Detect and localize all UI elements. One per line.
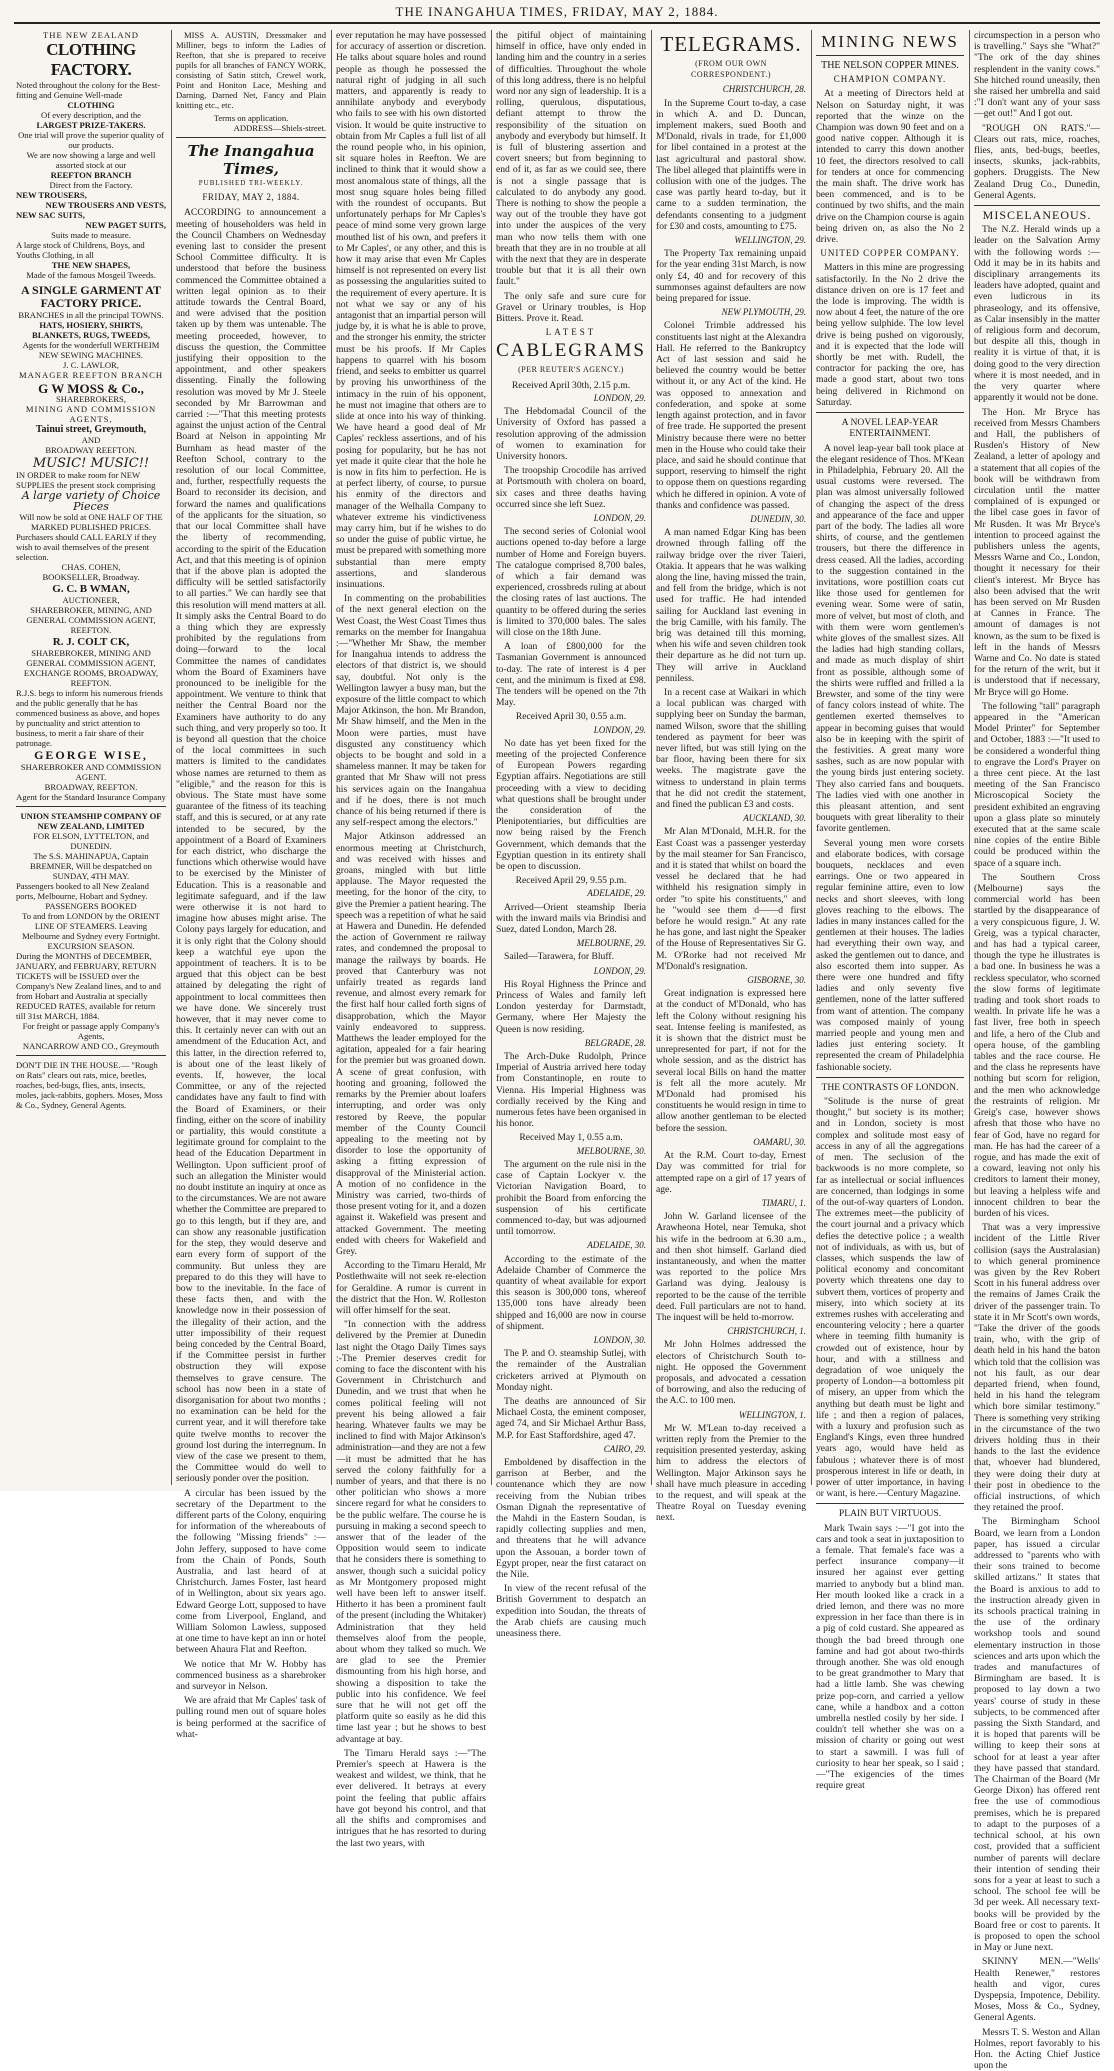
george-wise-name: GEORGE WISE, — [34, 748, 148, 763]
notice-line: Direct from the Factory. — [49, 180, 133, 190]
telegram-item: In the Supreme Court to-day, a case in which A. and D. Duncan, implement makers, sued Booth and M'Donald, rivals in trade, for £1,000 for libel contained in a protest at the last agricultural and pastoral show. The libel alleged that plaintiffs were in collusion with one of the judges. The case was partly heard to-day, but it came to a sudden termination, the defendants consenting to a judgment for £30 and costs, amounting to £75. — [656, 97, 806, 232]
divider — [16, 1055, 166, 1056]
passengers-booked: PASSENGERS BOOKED — [45, 900, 137, 911]
telegram-dateline: NEW PLYMOUTH, 29. — [721, 307, 806, 318]
leap-year-heading: A NOVEL LEAP-YEAR ENTERTAINMENT. — [841, 417, 939, 440]
branches-line: BRANCHES in all the principal TOWNS. — [18, 310, 164, 320]
sharebrokers-line: SHAREBROKERS, — [56, 394, 126, 405]
divider — [816, 55, 964, 56]
cable-item: The P. and O. steamship Sutlej, with the remainder of the Australian cricketers arrived at Plymouth on Monday night. — [496, 1348, 646, 1393]
clothing-factory-title: CLOTHING FACTORY. — [46, 40, 136, 79]
notice-line: NEW PAGET SUITS, — [85, 220, 166, 230]
mining-news-heading: MINING NEWS — [821, 32, 959, 51]
and-line: AND — [81, 435, 101, 446]
telegram-item: Colonel Trimble addressed his constituents last night at the Alexandra Hall. He referred to the Bankruptcy Act of last session and said he believed the country would be better without it, or any Act of the kind. He was opposed to annexation and confederation, and spoke at some length against protection, and in favor of free trade. He supported the present Ministry because there were no better men in the House who could take their place, and said he should continue that support, reserving to himself the right to oppose them on questions regarding which he differed in opinion. A vote of thanks and confidence was passed. — [656, 320, 806, 511]
column-rule — [331, 30, 332, 1485]
newspaper-title: The Inangahua Times, — [187, 142, 315, 178]
nelson-copper-heading: THE NELSON COPPER MINES. — [821, 60, 959, 71]
cohen-title: BOOKSELLER, Broadway. — [42, 572, 140, 583]
telegram-dateline: DUNEDIN, 30. — [750, 513, 806, 524]
article-paragraph: "ROUGH ON RATS."—Clears out rats, mice, roaches, flies, ants, bed-bugs, beetles, insects, skunks, jack-rabbits, gophers. Druggists. The New Zealand Drug Co., Dunedin, General Agents. — [974, 122, 1100, 201]
cable-item: The troopship Crocodile has arrived at Portsmouth with cholera on board, six cases and three deaths having occurred since she left Suez. — [496, 465, 646, 510]
editorial-paragraph: We are afraid that Mr Caples' task of pulling round men out of square holes is being performed at the sacrifice of what- — [176, 1695, 326, 1740]
article-paragraph: Matters in this mine are progressing satisfactorily. In the No 2 drive the distance driven on ore is 17 feet and the lode is improving. The width is now about 4 feet, the nature of the ore being yellow sulphide. The low level drive is being pushed on vigorously, and it is expected that the lode will shortly be met with. Rudell, the contractor for packing the ore, has made a good start, about two tons being delivered in Richmond on Saturday. — [816, 262, 964, 408]
telegrams-heading: TELEGRAMS. — [660, 32, 802, 56]
cable-item: A loan of £800,000 for the Tasmanian Government is announced to-day. The rate of interest is 4 per cent, and the minimum is fixed at £98. The tenders will be opened on the 7th May. — [496, 641, 646, 709]
column-rule — [811, 30, 812, 1485]
notice-line: Made of the famous Mosgeil Tweeds. — [26, 270, 156, 280]
misc-paragraph: SKINNY MEN.—"Wells' Health Renewer," restores health and vigor, cures Dyspepsia, Impotence, Debility. Moses, Moss & Co., Sydney, General Agents. — [974, 1956, 1100, 2024]
article-paragraph: A novel leap-year ball took place at the elegant residence of Thos. M'Kean in Philadelphia, February 20. All the usual customs were reversed. The plan was almost universally followed of changing the aspect of the dress and appearance of the face and upper part of the body. The ladies all wore shirts, of course, and the gentlemen trousers, but there the difference in dress ceased. All the ladies, according to the suggestion contained in the invitations, wore postillion coats cut like those used for gentlemen for evening wear. Some were of satin, more of velvet, but most of cloth, and with them were worn gentlemen's white gloves of the smallest sizes. All the ladies had high standing collars, and made as much display of shirt front as possible, although some of the shirts were ruffled and frilled a la Brewster, and some of the tiny were of fancy colors instead of white. The gentlemen exerted themselves to appear in becoming guises that would also be in keeping with the spirit of the festivities. A great many wore sashes, such as are now popular with the young birds just entering society. They also carried fans and bouquets. The ladies vied with one another in this pleasant attention, and sent bouquets with great liberality to their favorite gentlemen. — [816, 442, 964, 835]
misc-paragraph: The N.Z. Herald winds up a leader on the Salvation Army with the following words :—Odd it may be in its habits and disciplinary arrangements its leaders have adopted, quaint and even ludicrous in its phraseology, and its offensive, as Calar insensibly in the matter of religious form and decorum, but despite all this, though in reality it is virtue of that, it is doing good to the very direction where it is most needed, and in the very quarter where apparently it would not be done. — [974, 224, 1100, 404]
union-steamship: UNION STEAMSHIP COMPANY OF NEW ZEALAND, LIMITED — [20, 810, 162, 831]
nz-header: THE NEW ZEALAND — [43, 30, 139, 40]
sold-line: Will now be sold at ONE HALF OF THE MARKED PUBLISHED PRICES. — [19, 512, 163, 533]
article-paragraph: Several young men wore corsets and elaborate bodices, with corsage bouquets, necklaces and even earrings. One or two appeared in regular feminine attire, even to low necks and short sleeves, with long gloves reaching to the elbows. The ladies in many instances called for the gentlemen at their houses. The ladies had everything their own way, and asked the gentlemen out to dance, and also escorted them into supper. As there were one hundred and fifty ladies and only seventy five gentlemen, none of the latter suffered from want of attention. The company was composed mainly of young married people and young men and ladies just entering society. It represented the cream of Philadelphia fashionable society. — [816, 837, 964, 1073]
issue-date: FRIDAY, MAY 2, 1884. — [202, 192, 300, 203]
united-heading: UNITED COPPER COMPANY. — [820, 248, 960, 259]
colt-notice: R.J.S. begs to inform his numerous friends and the public generally that he has commenced business as above, and hopes by punctuality and strict attention to business, to merit a fair share of their patronage. — [16, 688, 163, 749]
cable-dateline: LONDON, 29. — [593, 512, 646, 523]
telegram-dateline: WELLINGTON, 1. — [738, 1409, 806, 1420]
notice-line: Of every description, and the — [41, 110, 141, 120]
music-heading: MUSIC! MUSIC!! — [32, 456, 150, 472]
cablegrams-heading: CABLEGRAMS — [496, 340, 646, 362]
telegram-item: Great indignation is expressed here at the conduct of M'Donald, who has left the Colony without resigning his seat. Intense feeling is manifested, as it is shown that the district must be unrepresented for part, if not for the whole session, and as the district has several local Bills on hand the matter is felt all the more acutely. Mr M'Donald had promised his constituents he would resign in time to allow another gentleman to be elected before the session. — [656, 988, 806, 1134]
cable-item: The Hebdomadal Council of the University of Oxford has passed a resolution approving of the admission of women to examination for University honors. — [496, 406, 646, 462]
goods-line: HATS, HOSIERY, SHIRTS, BLANKETS, RUGS, TWEEDS, — [31, 320, 151, 340]
article-paragraph: "Solitude is the nurse of great thought," but society is its mother; and in London, society is most complex and solitude most easy of access in any of all the aggregations of men. The seclusion of the backwoods is no more complete, so far as intellectual or social influences are concerned, than lodgings in some of the out-of-way quarters of London. The extremes meet—the publicity of the court journal and a privacy which defies the detective police ; a wealth not of individuals, as with us, but of classes, which suspends the law of political economy and concomitant poverty which threatens one day to subvert them, vortices of property and misery, into which society at its extremes rushes with accelerating and encountering velocity ; here a quarter where in teeming filth humanity is crowded out of existence, hour by hour, and with a stillness and degradation of woe uniquely the property of London—a bottomless pit of misery, an upper from which the anything but death must be light and life ; and then a region of palaces, with a luxury and profusion such as England's Kings, even three hundred years ago, would have held as fabulous ; whatever there is of most prosperous interest in life or death, in power of utter importance, in having or want, is here.—Century Magazine. — [816, 1096, 964, 1500]
cable-dateline: LONDON, 30. — [593, 1334, 646, 1345]
cable-item: The second series of Colonial wool auctions opened to-day before a large number of Home and Foreign buyers. The catalogue comprised 8,700 bales, of which a fair demand was experienced, crossbreds ruling at about the closing rates of last auctions. The quantity to be offered during the series is limited to 370,000 bales. The sales will close on the 18th June. — [496, 526, 646, 638]
manager-title: MANAGER REEFTON BRANCH — [18, 370, 164, 380]
telegram-dateline: WELLINGTON, 29. — [734, 235, 806, 246]
nancarrow-line: NANCARROW AND CO., Greymouth — [22, 1040, 160, 1051]
rough-on-rats-ad: DON'T DIE IN THE HOUSE.— "Rough on Rats" clears out rats, mice, beetles, roaches, bed-bugs, flies, ants, insects, moles, jack-rabbits, gophers. Moses, Moss & Co., Sydney, General Agents. — [16, 1059, 163, 1110]
editorial-paragraph: The only safe and sure cure for Gravel or Urinary troubles, is Hop Bitters. Prove it. Read. — [496, 290, 646, 325]
agency-line: (PER REUTER'S AGENCY.) — [518, 365, 624, 375]
cable-dateline: LONDON, 29. — [593, 724, 646, 735]
cable-item: Sailed—Tarawera, for Bluff. — [504, 951, 614, 963]
auctioneer-line: AUCTIONEER, — [62, 595, 120, 606]
telegram-item: The Property Tax remaining unpaid for the year ending 31st March, is now only £4, 40 and for recovery of this summonses against defaulters are now being prepared for issue. — [656, 248, 806, 305]
editorial-paragraph: We notice that Mr W. Hobby has commenced business as a sharebroker and surveyor in Nelson. — [176, 1658, 326, 1693]
misc-paragraph: The following "tall" paragraph appeared in the "American Model Printer" for September and October, 1883 :—"It used to be considered a wonderful thing to engrave the Lord's Prayer on a three cent piece. At the last meeting of the San Francisco Microscopical Society the president exhibited an engraving upon a glass plate so minutely executed that at the same scale nine copies of the entire Bible could be produced within the space of a square inch. — [974, 700, 1100, 869]
header-rule — [14, 22, 1100, 24]
notice-line: A large stock of Childrens, Boys, and Youths Clothing, in all — [16, 240, 145, 260]
miscellaneous-heading: MISCELANEOUS. — [982, 208, 1092, 223]
editorial-paragraph: A circular has been issued by the secretary of the Department to the different parts of the Colony, enquiring for information of the whereabouts of the following "Missing friends" :—John Jeffery, supposed to have come from the Chain of Ponds, South Australia, and last heard of at Christchurch. James Foster, last heard of in Wellington, about six years ago. Edward George Lott, supposed to have come from Liverpool, England, and William Solomon Lawless, supposed at one time to have kept an inn or hotel between Ahaura Flat and Reefton. — [176, 1487, 327, 1656]
column-2-editorial — [176, 30, 327, 1740]
excursion-heading: EXCURSION SEASON. — [47, 940, 135, 951]
notice-line: NEW TROUSERS, — [16, 190, 87, 200]
cable-item: His Royal Highness the Prince and Princess of Wales and family left London yesterday for Darmstadt, Germany, where Her Majesty the Queen is now residing. — [496, 978, 646, 1035]
cable-dateline: MELBOURNE, 29. — [576, 938, 646, 949]
telegram-dateline: TIMARU, 1. — [761, 1197, 806, 1208]
purchasers-line: Purchasers should CALL EARLY if they wish to avail themselves of the present selection. — [16, 532, 157, 563]
for-destinations: FOR ELSON, LYTTELTON, and DUNEDIN. — [33, 830, 149, 851]
editorial-paragraph: ACCORDING to announcement a meeting of householders was held in the Council Chambers on Wednesday evening last to consider the present School Committee difficulty. It is understood that before the business commenced the Committee obtained a written legal opinion as to their attitude towards the Central Board, and were advised that the position taken up by them was untenable. The meeting proceeded, however, to discuss the question, the Committee justifying their opposition to the appointment, and other speakers dissenting. Finally the following resolution was moved by Mr J. Steele seconded by Mr Barrowman and carried :—"That this meeting protests against the unjust action of the Central Board at Nelson in appointing Mr Burnham as head master of the Reefton School, contrary to the resolution of our local Committee, and, further, respectfully requests the Board to reconsider its decision, and forward the names and qualifications of the applicants for the situation, so that our local Committee shall have the liberty of recommending, according to the spirit of the Education Act, and that this meeting is of opinion that if the above plan is adopted the difficulty will be settled satisfactorily to all parties." We can hardly see that this resolution will mend matters at all. It simply asks the Central Board to do a thing which they are expressly prohibited by the regulations from doing—forward to the local Committee the names of candidates whom the Board of Examiners have pronounced to be ineligible for the appointment. We venture to think that neither the Central Board nor the Examiners have authority to do any such thing, and very properly so too. It is beyond all question that the choice of the local committees in such matters is limited to the candidates whose names are returned to them as "eligible," and the reason for this is obvious. The State must have some guarantee of the fitness of its teaching staff, and this is secured, or at any rate intended to be secured, by the appointment of a Board of Examiners for each district, who discharge the functions which otherwise would have to be exercised by the Minister of Education. This is a reasonable and legitimate safeguard, and if the law were otherwise it is not hard to imagine how abuses might arise. The Colony pays largely for education, and it is only right that the Colony should keep a watchful eye upon the appointment of teachers. It is to be argued that this object can be best attained by delegating the right of appointment to local committees then we have done. We sincerely trust however, that it may never come to this. It certainly never can with out an amendment of the Education Act, and this latter, in the direction referred to, is about one of the least likely of events. If, however, the local Committee, or any of the rejected candidates have any fault to find with the Board of Examiners, or their finding, either on the score of inability or partiality, this would constitute a legitimate ground for complaint to the head of the Education Department in Wellington. Upon sufficient proof of such an allegation the Minister would no doubt institute an inquiry at once as to the circumstances. We are not aware whether the Committee are prepared to go to this length, but if they are, and can show any reasonable justification for the step, they would deserve and earn every form of support of the community. But unless they are prepared to do this they will have to bow to the inevitable. In the face of these facts then, and with the knowledge now in their possession of the illegality of their action, and the utter impossibility of their request being conceded by the Central Board, if the Committee persist in further obstruction they will expose themselves to grave censure. The school has now been in a state of disorganisation for about two months ; no examination can be held for the current year, and it will therefore take quite twelve months to recover the ground lost during the interregnum. In view of the case we present to them, the Committee would do well to seriously ponder over the position. — [176, 207, 327, 1485]
wertheim-agents: Agents for the wonderfull WERTHEIM NEW SEWING MACHINES. — [22, 340, 160, 360]
cable-item: Received April 30, 0.55 a.m. — [515, 711, 627, 723]
cable-dateline: ADELAIDE, 30. — [587, 1240, 646, 1251]
telegram-dateline: CHRISTCHURCH, 28. — [722, 84, 806, 95]
notice-line: THE NEW SHAPES, — [51, 260, 131, 270]
divider — [816, 1077, 964, 1078]
misc-paragraph: The Birmingham School Board, we learn from a London paper, has issued a circular addressed to "parents who with their sons trained to become skilled artizans." It states that the Board is anxious to add to the instruction already given in its schools practical training in the use of the ordinary workshop tools and sound elementary instruction in those sciences and arts upon which the trades and manufactures of Birmingham are based. It is proposed to lay down a two years' course of study in these subjects, to be commenced after passing the Sixth Standard, and it is hoped that parents will be willing to keep their sons at school for at least a year after they have passed that standard. The Chairman of the Board (Mr George Dixon) has offered rent free the use of commodious premises, which he is prepared to adapt to the purposes of a technical school, at his own cost, provided that a sufficient number of parents will declare their intention of sending their sons for a year at least to such a school. The school fee will be 3d per week. All necessary text-books will be provided by the Board free or cost to parents. It is proposed to open the school in May or June next. — [974, 1516, 1101, 1954]
terms-line: Terms on application. — [213, 113, 289, 123]
exchange-rooms: EXCHANGE ROOMS, BROADWAY, REEFTON. — [23, 668, 159, 689]
cable-item: The argument on the rule nisi in the case of Captain Lockyer v. the Victorian Navigation Board, to prohibit the Board from enforcing the suspension of his certificate commenced to-day, but was adjourned until tomorrow. — [496, 1158, 646, 1238]
editorial-paragraph: "In connection with the address delivered by the Premier at Dunedin last night the Otago Daily Times says :-The Premier deserves credit for coming to face the discontent with his Government in Christchurch and Dunedin, and we trust that when he comes political feeling will not prevent his being allowed a fair hearing. Whatever faults we may be inclined to find with Major Atkinson's administration—and they are not a few—it must be admitted that he has served the colony faithfully for a number of years, and that there is no other politician who shows a more sincere regard for what he considers to be the public welfare. The course he is pursuing in making a second speech to answer that of the leader of the Opposition would seem to indicate that he considers there is something to answer, though such a suicidal policy as Mr Montgomery proposed might well have been left to answer itself. Hitherto it has been a prominent fault of the present (including the Whitaker) Administration that they held themselves aloof from the people, about whom they talked so much. We are glad to see the Premier dismounting from his high horse, and showing a disposition to take the public into his confidence. We feel sure that he will not get off the platform quite so easily as he did this time last year ; but he shows to best advantage at bay. — [336, 1319, 486, 1745]
cable-item: Received May 1, 0.55 a.m. — [519, 1132, 623, 1144]
george-body: SHAREBROKER AND COMMISSION AGENT. — [20, 761, 162, 782]
excursion-body: During the MONTHS of DECEMBER, JANUARY, and FEBRUARY, RETURN TICKETS will be ISSUED over the Company's New Zealand lines, and to and from Hobart and Australia at specially REDUCED RATES, available for return till 31st MARCH, 1884. — [16, 950, 161, 1021]
choice-pieces: A large variety of Choice Pieces — [21, 488, 161, 513]
telegram-dateline: CHRISTCHURCH, 1. — [727, 1326, 806, 1337]
passengers-notice: Passengers booked to all New Zealand ports, Melbourne, Hobart and Sydney. — [16, 880, 149, 901]
article-paragraph: circumspection in a person who is travelling." Says she "What?" "The ork of the day shines resplendent in the vanity cows." She hitched round uneasily, then she raised her umbrella and said :"I don't want any of your sass—get out!" And I got out. — [974, 30, 1100, 120]
tainui-street: Tainui street, Greymouth, — [35, 424, 147, 436]
plain-virtuous-heading: PLAIN BUT VIRTUOUS. — [838, 1508, 942, 1520]
editorial-paragraph: ever reputation he may have possessed for accuracy of assertion or discretion. He talks about square holes and round people as though he possessed the natural right of judging in all such matters, and apparently is ready to annihilate anybody and everybody who fails to see with his own distorted vision. It would be quite instructive to obtain from Mr Caples a full list of all the round people who, in his opinion, sit square holes in Reefton. We are inclined to think that it would show a most anomalous state of things, all the most snug square holes being filled with the roundest of occupants. But unfortunately perhaps for Mr Caples's peace of mind some very grown large mouthed list of his own, and prefers it to Mr Caples', or any other, and this is how it may arise that even Mr Caples himself is not represented on every list as possessing the angularities suited to the requirement of every aperture. It is not what we say or any of his antagonist that an impartial person will judge by, it is what he is able to prove, and the stronger his enmity, the stricter must be his proofs. If Mr Caples happens to quarrel with his bosom friend, and seeks to embitter us quarrel by proving his unworthiness of the intimacy in the ruin of his opponent, he must not imagine that others are to slide at once into his way of thinking. We have heard a good deal of Mr Caples' reckless assertions, and of his posing for popularity, but he has not yet made it quite clear that the hole he is now in fits him to perfection. He is at perfect liberty, of course, to pursue his enmity of the directors and manager of the Welhalla Company to whatever extreme his vindictiveness may carry him, but if he wishes to do so under the guise of public virtue, he must be prepared with something more substantial than mere empty assertions, and slanderous insinuations. — [336, 30, 487, 590]
column-1-advertisements — [16, 30, 166, 1485]
cable-dateline: LONDON, 29. — [593, 965, 646, 976]
george-address: BROADWAY, REEFTON. — [44, 781, 138, 792]
column-rule — [491, 30, 492, 1485]
editorial-paragraph: Major Atkinson addressed an enormous meeting at Christchurch, and was received with hisses and groans, mingled with but little applause. The Mayor requested the meeting, for the honor of the city, to give the Premier a patient hearing. The speech was a repetition of what he said at Hawera and Dunedin. He defended the action of Government re railway rates, and condemned the proposal to manage the railways by boards. He proved that Canterbury was not unfairly treated as regards land revenue, and almost every remark for the first half hour called forth signs of disapprobation, which the Mayor vainly endeavored to suppress. Matthews the leader employed for the agitation, appealed for a fair hearing for the premier but was groaned down. A scene of great confusion, with hooting and groaning, followed the remarks by the Premier about loafers interrupting, and order was only restored by Reeve, the popular member of the County Council appealing to the meeting not by disorder to lose the opportunity of asking a fitting expression of disapproval of the Ministerial action. A motion of no confidence in the Ministry was carried, two-thirds of those present voting for it, and a dozen against it. Wakefield was present and attacked Government. The meeting ended with cheers for Wakefield and Grey. — [336, 831, 486, 1257]
mining-agents-line: MINING AND COMMISSION AGENTS, — [25, 404, 157, 425]
notice-line: LARGEST PRIZE-TAKERS. — [36, 120, 146, 130]
champion-heading: CHAMPION COMPANY. — [833, 74, 947, 85]
telegram-dateline: AUCKLAND, 30. — [743, 813, 806, 824]
cable-item: According to the estimate of the Adelaide Chamber of Commerce the quantity of wheat available for export this season is 300,000 tons, whereof 135,000 tons have already been shipped and 16,000 are now in course of shipment. — [496, 1253, 646, 1332]
cable-item: Emboldened by disaffection in the garrison at Berber, and the countenance which they are now receiving from the Nubian tribes Osman Dignah the representative of the Mahdi in the Eastern Soudan, is rapidly collecting supplies and men, and threatens that he will advance upon the Assouan, a border town of Egypt proper, near the first cataract on the Nile. — [496, 1456, 646, 1580]
column-7-miscellaneous — [974, 30, 1101, 2071]
telegram-item: Mr W. M'Lean to-day received a written reply from the Premier to the requisition presented yesterday, asking him to address the electors of Wellington. Major Atkinson says he shall have much pleasure in acceding to the request, and will speak at the Theatre Royal on Tuesday evening next. — [656, 1422, 806, 1524]
column-3-editorial — [336, 30, 487, 1849]
address-line: ADDRESS—Shiels-street. — [233, 123, 326, 133]
cable-dateline: LONDON, 29. — [593, 392, 646, 403]
mahinapua-notice: The S.S. MAHINAPUA, Captain BREMNER, Will be despatched on SUNDAY, 4TH MAY. — [30, 850, 152, 881]
telegram-item: A man named Edgar King has been drowned through falling off the railway bridge over the river Taieri, Otakia. It appears that he was walking along the line, having missed the train, and fell from the bridge, which is not used for traffic. He had intended sailing for Auckland last evening in the brig Camille, with his family. The brig was detained till this morning, when his wife and seven children took their departure as he did not turn up. They will arrive in Auckland penniless. — [656, 527, 806, 684]
austin-advert: MISS A. AUSTIN, Dressmaker and Milliner, begs to inform the Ladies of Reefton, that she is prepared to receive pupils for all branches of FANCY WORK, consisting of Satin stitch, Crewel work, Point and Honiton Lace, Meshing and Darning, Darned Net, Fancy and Plain knitting etc., etc. — [176, 30, 326, 110]
correspondent-line: (FROM OUR OWN CORRESPONDENT.) — [690, 59, 772, 80]
colt-name: R. J. COLT CK, — [52, 636, 130, 649]
notice-line: NEW SAC SUITS, — [16, 210, 85, 220]
notice-line: Noted throughout the colony for the Best-fitting and Genuine Well-made — [16, 80, 161, 100]
bowman-name: G. C. B WMAN, — [52, 583, 130, 596]
misc-paragraph: Messrs T. S. Weston and Allan Holmes, report favorably to his Hon. the Acting Chief Justice upon the — [974, 2026, 1100, 2071]
cable-item: Received April 30th, 2.15 p.m. — [511, 379, 631, 391]
cable-item: Received April 29, 9.55 p.m. — [515, 875, 627, 887]
cable-dateline: CAIRO, 29. — [603, 1443, 646, 1454]
notice-line: NEW TROUSERS AND VESTS, — [45, 200, 166, 210]
clothing-notice — [16, 80, 166, 280]
cable-item: Arrived—Orient steamship Iberia with the inward mails via Brindisi and Suez, dated London, March 28. — [496, 901, 646, 936]
column-5-telegrams — [656, 30, 806, 1524]
george-agent: Agent for the Standard Insurance Company — [16, 791, 166, 802]
cohen-name: CHAS. COHEN, — [61, 562, 121, 573]
telegram-dateline: OAMARU, 30. — [753, 1136, 806, 1147]
column-rule — [171, 30, 172, 1485]
single-garment-heading: A SINGLE GARMENT AT FACTORY PRICE. — [21, 283, 161, 310]
notice-line: Suits made to measure. — [51, 230, 131, 240]
published-line: PUBLISHED TRI-WEEKLY. — [198, 179, 304, 187]
article-paragraph: Mark Twain says :—"I got into the cars and took a seat in juxtaposition to a female. That female's face was a perfect insurance company—it insured her against ever getting married to anybody but a blind man. Her mouth looked like a crack in a dried lemon, and there was no more expression in her face than there is in a pig of cold custard. She appeared as though the bad breed through one famine and had got about two-thirds through another. She was old enough to be great grandmother to Mary that had a little lamb. She was chewing prize pop-corn, and carried a yellow cane, while a handbox and a cotton umbrella nestled cosily by her side. I couldn't tell whether she was on a mission of charity or going out west to start a sawmill. I was full of curiosity to hear her speak, so I said ;—"The exigencies of the times require great — [816, 1522, 964, 1792]
misc-paragraph: The Hon. Mr Bryce has received from Messrs Chambers and Hall, the publishers of Rusden's History of New Zealand, a letter of apology and a statement that all copies of the book will be withdrawn from circulation until the matter complained of is expunged or the libel case goes in favor of Mr Rusden. It was Mr Bryce's intention to proceed against the publishers unless the agents, Messrs Warne and Co., London, thought it necessary for their client's interest. Mr Bryce has also been advised that the writ has been served on Mr Rusden at Cannes in France. The amount of damages is not known, as the sum to be fixed is left in the hands of Messrs Warne and Co. No date is stated for the return of the writ, but it is understood that if necessary, Mr Bryce will go Home. — [974, 406, 1100, 698]
cable-item: The deaths are announced of Sir Michael Costa, the eminent composer, aged 74, and Sir Michael Arthur Bass, M.P. for East Staffordshire, aged 47. — [496, 1395, 646, 1441]
colt-body: SHAREBROKER, MINING AND GENERAL COMMISSION AGENT, — [26, 648, 156, 669]
manager-name: J. C. LAWLOR, — [63, 360, 119, 370]
misc-paragraph: The Southern Cross (Melbourne) says the commercial world has been startled by the disappearance of a very conspicuous figure, J. W. Greig, was a typical character, and has had a typical career, though the type he illustrates is a bad one. In business he was a reckless speculator, who scorned the slow forms of legitimate trading and took short roads to wealth. In private life he was a fast liver, free both in speech and life, a hero of the Club and opera house, of the gambling tables and the race course. He and the class he represents have nothing but scorn for religion, and the men who acknowledge the restraints of religion. Mr Greig's case, however shows afresh that those who have no fear of God, have no regard for man. He has had the career of a rogue, and has made the exit of a coward, leaving not only his creditors to lament their money, but leaving a helpless wife and innocent children to bear the burden of his vices. — [974, 871, 1100, 1219]
telegram-item: John W. Garland licensee of the Arawheona Hotel, near Temuka, shot his wife in the bedroom at 6.30 a.m., and then shot himself. Garland died instantaneously, and when the matter was reported to the police Mrs Garland was dying. Jealousy is reported to be the cause of the terrible deed. Full particulars are not to hand. The inquest will be held to-morrow. — [656, 1211, 806, 1323]
cable-item: No date has yet been fixed for the meeting of the projected Conference of European Powers regarding Egyptian affairs. Negotiations are still proceeding with a view to deciding what questions shall be brought under the consideration of the Plenipotentiaries, but difficulties are now being raised by the French Government, which demands that the Egyptian question in its entirety shall be open to discussion. — [496, 737, 646, 873]
telegram-item: At the R.M. Court to-day, Ernest Day was committed for trial for attempted rape on a girl of 17 years of age. — [656, 1150, 806, 1195]
editorial-paragraph: The Timaru Herald says :—"The Premier's speech at Hawera is the weakest and wildest, we think, that he ever delivered. It betrays at every point the feeling that public affairs have got beyond his control, and that all the shifts and compromises and intrigues that he has resorted to during the last two years, with — [336, 1747, 486, 1849]
misc-paragraph: That was a very impressive incident of the Little River collision (says the Australasian) to which general prominence was given by the Rev Robert Scott in his funeral address over the remains of James Craik the driver of the passenger train. To state it in Mr Scott's own words, "Take the driver of the goods train, who, with the grip of death held in his hand the baton which told that the collision was not his fault, as our dear departed friend, when found, held in his hand the telegram which bore similar testimony." There is something very striking in the circumstance of the two drivers holding thus in their hands to the last the evidence that, whoever had blundered, they were doing their duty at their post in obedience to the official instructions, of which they retained the proof. — [974, 1222, 1100, 1514]
cable-dateline: ADELAIDE, 29. — [587, 888, 646, 899]
broadway-line: BROADWAY REEFTON. — [45, 445, 137, 456]
contrasts-heading: THE CONTRASTS OF LONDON. — [821, 1081, 959, 1093]
orient-line: To and from LONDON by the ORIENT LINE OF STEAMERS. Leaving Melbourne and Sydney every Fortnight. — [22, 910, 160, 941]
sharebroker-line: SHAREBROKER, MINING, AND GENERAL COMMISSION AGENT, REEFTON. — [26, 605, 156, 636]
cable-dateline: MELBOURNE, 30. — [576, 1145, 646, 1156]
telegram-item: Mr John Holmes addressed the electors of Christchurch South to-night. He opposed the Government proposals, and advocated a cessation of borrowing, and also the reducing of the A.C. to 100 men. — [656, 1339, 806, 1407]
editorial-paragraph: the pitiful object of maintaining himself in office, have only ended in landing him and the country in a series of difficulties. Throughout the whole of this long address, there is no helpful word nor any sign of leadership. It is a rolling, querulous, disputatious, defiant attempt to throw the responsibility of the situation on anybody and everybody but himself. It is full of blustering assertion and covert sneers; but from beginning to end of it, as far as we could see, there is not a single passage that is calculated to do anybody any good. There is nothing to show the people a way out of the trouble they have got into under the auspices of the very man who now tells them with one breath that they are in no trouble at all with the next that they are in desperate trouble but that it is all their own fault." — [496, 30, 646, 288]
notice-line: We are now showing a large and well assorted stock at our — [26, 150, 156, 170]
editorial-paragraph: According to the Timaru Herald, Mr Postlethwaite will not seek re-election for Geraldine. A rumor is current in the district that the Hon. W. Rolleston will offer himself for the seat. — [336, 1260, 486, 1316]
divider — [16, 806, 166, 807]
divider — [176, 137, 326, 138]
notice-line: CLOTHING — [67, 100, 115, 110]
article-paragraph: At a meeting of Directors held at Nelson on Saturday night, it was reported that the winze on the Champion was down 90 feet and on a good native copper. Although it is intended to carry this down another 10 feet, the directors resolved to call for tenders at once for commencing the main shaft. The drive work has been commenced, and is to be continued by two shifts, and the main drive on the Champion course is again being driven on, as also the No 2 drive. — [816, 88, 964, 246]
telegram-item: In a recent case at Waikari in which a local publican was charged with supplying beer on Sunday the barman, named Wilson, swore that the shilling tendered as payment for beer was never lifted, but was still lying on the bar floor, having been there for six weeks. The magistrate gave the witness to understand in plain terms that he did not credit the statement, and fined the publican £3 and costs. — [656, 686, 806, 810]
divider — [816, 412, 964, 413]
column-rule — [651, 30, 652, 1485]
telegram-dateline: GISBORNE, 30. — [747, 975, 806, 986]
latest-heading: LATEST — [545, 327, 597, 338]
editorial-paragraph: In commenting on the probabilities of the next general election on the West Coast, the West Coast Times thus remarks on the member for Inangahua :—"Whether Mr Shaw, the member for Inangahua intends to address the electors of that district is, we should say, doubtful. Not only is the Wellington lawyer a busy man, but the exposure of the little compact to which Major Atkinson, the hon. Mr Brandon, Mr Shaw himself, and the Men in the Moon were parties, must have disgusted any constituency which objects to be bought and sold in a shameless manner. It may be taken for granted that Mr Shaw will not press his services again on the Inangahua and if he does, there is not much chance of his being returned if there is any self-respect among the electors." — [336, 593, 486, 829]
running-header: THE INANGAHUA TIMES, FRIDAY, MAY 2, 1884. — [395, 4, 719, 19]
cable-dateline: BELGRADE, 28. — [584, 1037, 646, 1048]
cable-item: The Arch-Duke Rudolph, Prince Imperial of Austria arrived here today from Constantinople, en route to Vienna. His Imperial Highness was cordially received by the King and numerous fetes have been organised in his honor. — [496, 1051, 646, 1130]
divider — [974, 205, 1100, 206]
column-rule — [969, 30, 970, 1485]
column-4-cablegrams — [496, 30, 646, 1640]
freight-line: For freight or passage apply Company's Agents, — [22, 1020, 160, 1041]
telegram-item: Mr Alan M'Donald, M.H.R. for the East Coast was a passenger yesterday by the mail steamer for San Francisco, and it is stated that whilst on board the vessel he declared that he had withheld his resignation simply in order "to spite his constituents," and he "would see them d——d first before he would resign." At any rate he has gone, and last night the Speaker of the House of Representatives Sir G. M. O'Rorke had not received Mr M'Donald's resignation. — [656, 826, 806, 972]
music-body: IN ORDER to make room for NEW SUPPLIES the present stock comprising — [16, 469, 156, 490]
gw-moss-name: G W MOSS & Co., — [38, 381, 144, 396]
notice-line: One trial will prove the superior quality of our products. — [18, 130, 164, 150]
cable-item: In view of the recent refusal of the British Government to despatch an expedition into Soudan, the threats of the Arab chiefs are causing much uneasiness there. — [496, 1583, 646, 1640]
notice-line: REEFTON BRANCH — [50, 170, 132, 180]
divider — [816, 1503, 964, 1504]
column-6-mining-news — [816, 30, 964, 1792]
